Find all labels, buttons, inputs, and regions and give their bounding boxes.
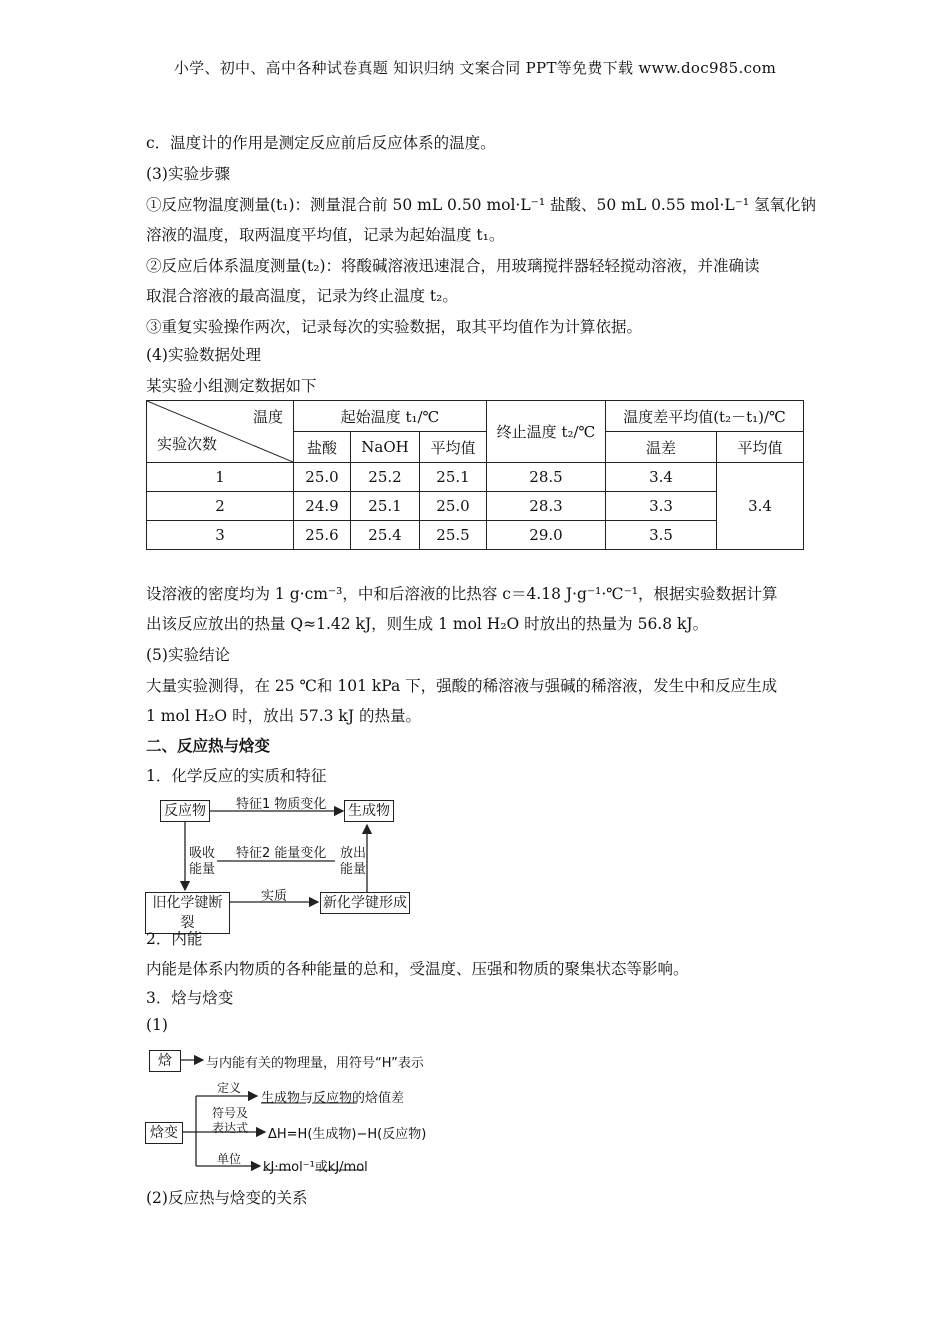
- calc-line-1: 设溶液的密度均为 1 g·cm⁻³，中和后溶液的比热容 c＝4.18 J·g⁻¹·℃⁻¹，根据实验数据计算: [146, 585, 778, 603]
- cell-avg: 25.0: [420, 492, 487, 521]
- section-heading-2: 二、反应热与焓变: [146, 737, 271, 755]
- header-start-temp: 起始温度 t₁/℃: [294, 401, 487, 432]
- heading-steps: (3)实验步骤: [146, 165, 230, 183]
- page-header: 小学、初中、高中各种试卷真题 知识归纳 文案合同 PPT等免费下载 www.doc985.com: [173, 59, 777, 77]
- corner-top-label: 温度: [252, 408, 283, 426]
- row-number: 1: [147, 463, 294, 492]
- sub-diff-avg: 平均值: [717, 432, 804, 463]
- cell-t2: 29.0: [487, 521, 606, 550]
- table-row: [147, 492, 804, 521]
- corner-bottom-label: 实验次数: [157, 435, 218, 453]
- data-table: [146, 400, 804, 550]
- header-diff: 温度差平均值(t₂－t₁)/℃: [606, 401, 804, 432]
- step-2b: 取混合溶液的最高温度，记录为终止温度 t₂。: [146, 287, 458, 305]
- release-label: 放出: [340, 846, 367, 861]
- def-text: 生成物与反应物的焓值差: [261, 1091, 405, 1106]
- text-c: c．温度计的作用是测定反应前后反应体系的温度。: [146, 134, 496, 152]
- corner-cell: [147, 401, 294, 463]
- point-2: 2．内能: [146, 930, 203, 948]
- header-end-temp: 终止温度 t₂/℃: [487, 401, 606, 463]
- cell-diff: 3.4: [606, 463, 717, 492]
- enthalpy-box: 焓: [149, 1050, 181, 1072]
- step-3: ③重复实验操作两次，记录每次的实验数据，取其平均值作为计算依据。: [146, 318, 643, 336]
- cell-t2: 28.3: [487, 492, 606, 521]
- unit-text: kJ·mol⁻¹或kJ/mol: [263, 1160, 368, 1175]
- cell-hcl: 25.6: [294, 521, 351, 550]
- row-number: 2: [147, 492, 294, 521]
- enthalpy-desc: 与内能有关的物理量，用符号“H”表示: [206, 1056, 424, 1071]
- cell-naoh: 25.4: [351, 521, 420, 550]
- table-row: [147, 463, 804, 492]
- unit-label: 单位: [217, 1152, 242, 1166]
- step-1b: 溶液的温度，取两温度平均值，记录为起始温度 t₁。: [146, 226, 505, 244]
- point-1: 1．化学反应的实质和特征: [146, 767, 327, 785]
- enthalpy-change-box: 焓变: [145, 1122, 183, 1144]
- sub-avg: 平均值: [420, 432, 487, 463]
- step-1a: ①反应物温度测量(t₁)：测量混合前 50 mL 0.50 mol·L⁻¹ 盐酸、50 mL 0.55 mol·L⁻¹ 氢氧化钠: [146, 196, 817, 214]
- point-3-sub1: (1): [146, 1016, 168, 1034]
- feature2-label: 特征2 能量变化: [236, 846, 327, 861]
- new-bond-box: 新化学键形成: [320, 892, 410, 914]
- cell-diff: 3.3: [606, 492, 717, 521]
- cell-avg-diff: 3.4: [717, 463, 804, 550]
- heading-conclusion: (5)实验结论: [146, 646, 230, 664]
- sym-label-1: 符号及: [212, 1106, 249, 1120]
- sym-text: ΔH=H(生成物)−H(反应物): [268, 1127, 427, 1142]
- cell-diff: 3.5: [606, 521, 717, 550]
- def-label: 定义: [217, 1081, 242, 1095]
- point-3: 3．焓与焓变: [146, 989, 234, 1007]
- sub-naoh: NaOH: [351, 432, 420, 463]
- old-bond-box: 旧化学键断裂: [145, 892, 230, 934]
- table-intro: 某实验小组测定数据如下: [146, 377, 317, 395]
- cell-avg: 25.5: [420, 521, 487, 550]
- step-2a: ②反应后体系温度测量(t₂)：将酸碱溶液迅速混合，用玻璃搅拌器轻轻搅动溶液，并准确读: [146, 257, 760, 275]
- sub-diff: 温差: [606, 432, 717, 463]
- absorb-label-2: 能量: [189, 862, 216, 877]
- cell-naoh: 25.1: [351, 492, 420, 521]
- point-3-sub2: (2)反应热与焓变的关系: [146, 1189, 308, 1207]
- cell-t2: 28.5: [487, 463, 606, 492]
- reactant-box: 反应物: [160, 800, 210, 822]
- table-row: [147, 521, 804, 550]
- conclusion-2: 1 mol H₂O 时，放出 57.3 kJ 的热量。: [146, 707, 421, 725]
- product-box: 生成物: [344, 800, 394, 822]
- essence-label: 实质: [261, 889, 288, 904]
- cell-avg: 25.1: [420, 463, 487, 492]
- calc-line-2: 出该反应放出的热量 Q≈1.42 kJ，则生成 1 mol H₂O 时放出的热量为 56.8 kJ。: [146, 615, 709, 633]
- row-number: 3: [147, 521, 294, 550]
- conclusion-1: 大量实验测得，在 25 ℃和 101 kPa 下，强酸的稀溶液与强碱的稀溶液，发生中和反应生成: [146, 677, 778, 695]
- sym-label-2: 表达式: [212, 1121, 249, 1135]
- absorb-label: 吸收: [189, 846, 216, 861]
- cell-hcl: 24.9: [294, 492, 351, 521]
- point-2-text: 内能是体系内物质的各种能量的总和，受温度、压强和物质的聚集状态等影响。: [146, 960, 689, 978]
- heading-data: (4)实验数据处理: [146, 346, 261, 364]
- cell-hcl: 25.0: [294, 463, 351, 492]
- sub-hcl: 盐酸: [294, 432, 351, 463]
- feature1-label: 特征1 物质变化: [236, 797, 327, 812]
- cell-naoh: 25.2: [351, 463, 420, 492]
- release-label-2: 能量: [340, 862, 367, 877]
